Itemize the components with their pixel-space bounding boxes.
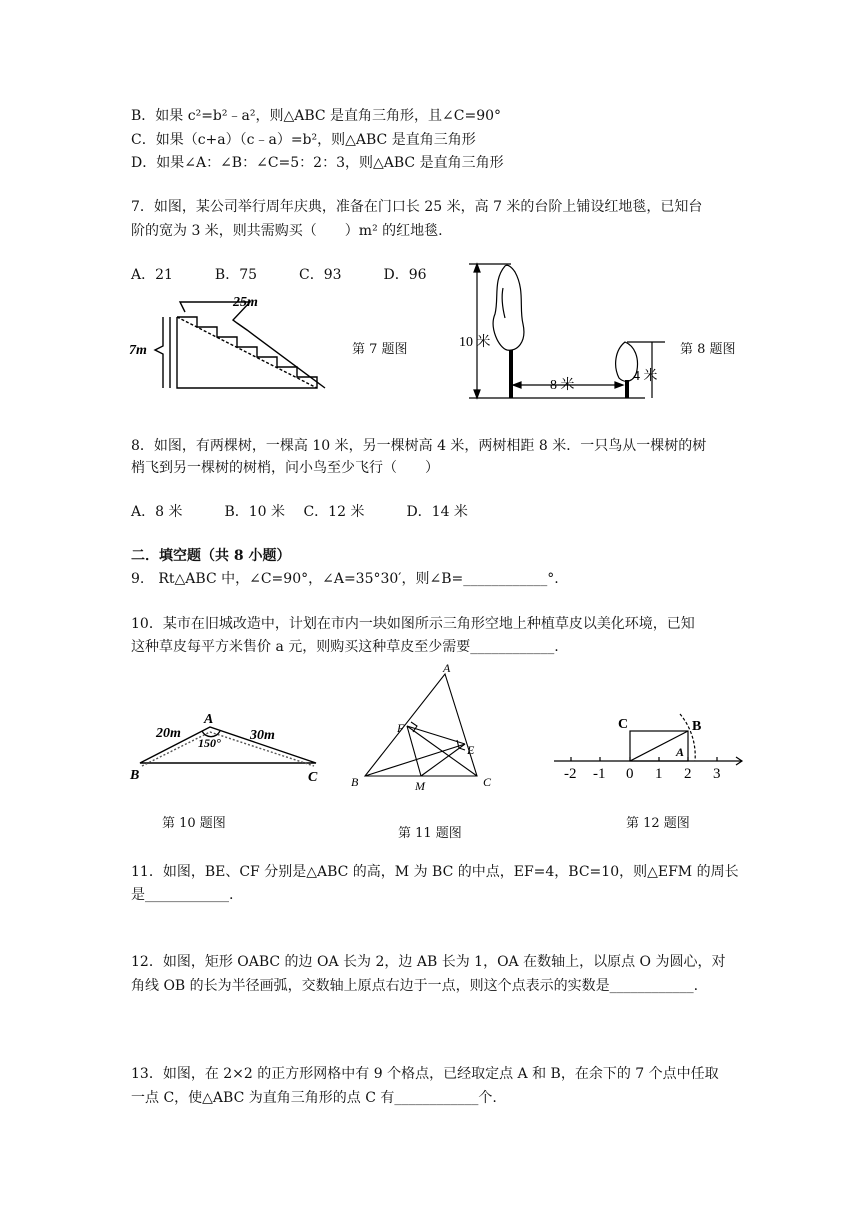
fig7-height-label: 7m bbox=[129, 343, 147, 358]
question-10-line2: 这种草皮每平方米售价 a 元，则购买这种草皮至少需要____________. bbox=[131, 639, 559, 655]
fig11-triangle-diagram bbox=[345, 661, 515, 794]
question-7-line2: 阶的宽为 3 米，则共需购买（ ）m² 的红地毯. bbox=[131, 223, 443, 239]
fig12-label-a: A bbox=[676, 745, 685, 759]
question-11-line2: 是____________. bbox=[131, 887, 234, 903]
question-9: 9. Rt△ABC 中，∠C=90°，∠A=35°30′，则∠B=____________°. bbox=[131, 571, 559, 587]
question-12-line2: 角线 OB 的长为半径画弧，交数轴上原点右边于一点，则这个点表示的实数是____________. bbox=[131, 978, 699, 994]
fig11-label-f: F bbox=[397, 721, 405, 735]
fig10-triangle-diagram bbox=[128, 705, 328, 785]
fig10-label-b: B bbox=[130, 768, 140, 783]
option-d: D．如果∠A：∠B：∠C=5：2：3，则△ABC 是直角三角形 bbox=[131, 155, 504, 171]
question-10-line1: 10．某市在旧城改造中，计划在市内一块如图所示三角形空地上种植草皮以美化环境，已知 bbox=[131, 616, 695, 632]
fig8-distance-label: 8 米 bbox=[550, 378, 575, 393]
fig10-label-a: A bbox=[204, 712, 214, 727]
question-8-line1: 8．如图，有两棵树，一棵高 10 米，另一棵树高 4 米，两树相距 8 米．一只鸟从一棵树的树 bbox=[131, 438, 707, 454]
fig10-angle: 150° bbox=[198, 736, 221, 750]
option-c: C．如果（c+a）（c﹣a）=b²，则△ABC 是直角三角形 bbox=[131, 132, 476, 148]
fig11-caption: 第 11 题图 bbox=[398, 826, 462, 841]
question-13-line1: 13．如图，在 2×2 的正方形网格中有 9 个格点，已经取定点 A 和 B，在余下的 7 个点中任取 bbox=[131, 1066, 719, 1082]
fig12-tick-label: -2 bbox=[564, 766, 577, 782]
fig12-tick-label: 0 bbox=[626, 766, 634, 782]
question-7-line1: 7．如图，某公司举行周年庆典，准备在门口长 25 米，高 7 米的台阶上铺设红地毯，已知台 bbox=[131, 199, 703, 215]
fig12-label-c: C bbox=[618, 717, 629, 732]
fig10-side1: 20m bbox=[156, 726, 181, 741]
option-b: B．如果 c²=b²﹣a²，则△ABC 是直角三角形，且∠C=90° bbox=[131, 108, 502, 124]
question-13-line2: 一点 C，使△ABC 为直角三角形的点 C 有____________个. bbox=[131, 1090, 497, 1106]
question-7-options: A．21 B．75 C．93 D．96 bbox=[131, 267, 427, 283]
fig11-label-a: A bbox=[443, 661, 451, 675]
fig12-label-b: B bbox=[692, 719, 702, 734]
fig12-tick-label: 3 bbox=[713, 766, 721, 782]
fig11-label-b: B bbox=[351, 775, 359, 789]
fig11-label-m: M bbox=[415, 779, 425, 793]
fig7-caption: 第 7 题图 bbox=[352, 342, 408, 357]
fig10-side2: 30m bbox=[250, 728, 275, 743]
fig12-tick-label: 1 bbox=[655, 766, 663, 782]
fig8-height1-label: 10 米 bbox=[459, 335, 491, 350]
question-12-line1: 12．如图，矩形 OABC 的边 OA 长为 2，边 AB 长为 1，OA 在数轴上，以原点 O 为圆心，对 bbox=[131, 954, 726, 970]
fig7-length-label: 25m bbox=[233, 295, 258, 310]
fig8-caption: 第 8 题图 bbox=[680, 342, 736, 357]
fig12-tick-label: 2 bbox=[684, 766, 692, 782]
fig10-caption: 第 10 题图 bbox=[162, 816, 226, 831]
fig8-trees-diagram bbox=[455, 258, 658, 408]
fig7-stairs-diagram bbox=[125, 290, 325, 400]
question-8-options: A．8 米 B．10 米 C．12 米 D．14 米 bbox=[131, 504, 468, 520]
question-8-line2: 梢飞到另一棵树的树梢，问小鸟至少飞行（ ） bbox=[131, 460, 439, 476]
question-11-line1: 11．如图，BE、CF 分别是△ABC 的高，M 为 BC 的中点，EF=4，BC=10，则△EFM 的周长 bbox=[131, 864, 739, 880]
section-2-title: 二．填空题（共 8 小题） bbox=[131, 548, 291, 564]
fig12-number-line-diagram bbox=[552, 708, 752, 788]
fig10-label-c: C bbox=[308, 770, 318, 785]
fig11-label-e: E bbox=[467, 743, 475, 757]
fig12-caption: 第 12 题图 bbox=[626, 816, 690, 831]
fig12-tick-label: -1 bbox=[593, 766, 606, 782]
fig11-label-c: C bbox=[483, 775, 492, 789]
fig8-height2-label: 4 米 bbox=[633, 369, 658, 384]
